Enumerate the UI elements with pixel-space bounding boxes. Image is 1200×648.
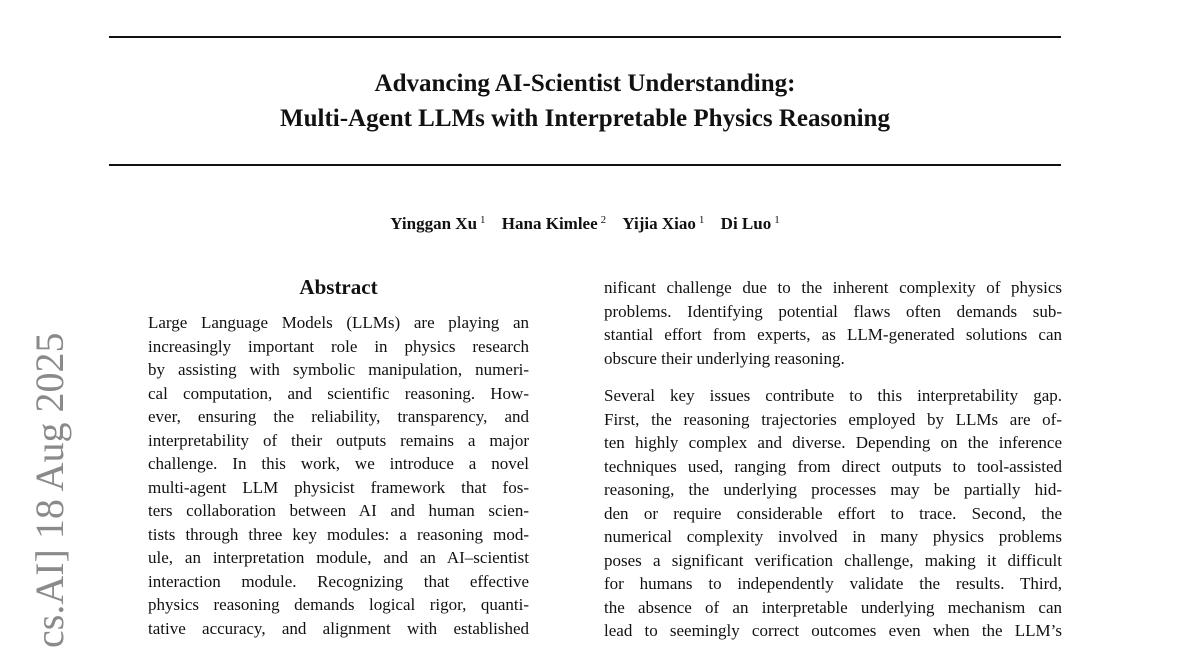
arxiv-side-stamp: cs.AI] 18 Aug 2025 xyxy=(27,332,72,648)
author-affiliation: 1 xyxy=(774,214,780,226)
abstract-line: interaction module. Recognizing that effective xyxy=(148,571,529,591)
abstract-line: by assisting with symbolic manipulation, numeri- xyxy=(148,360,529,379)
abstract-body xyxy=(148,311,529,640)
abstract-line: Large Language Models (LLMs) are playing an xyxy=(148,313,529,332)
author-1 xyxy=(390,214,485,233)
body-line: problems. Identifying potential flaws often demands sub- xyxy=(604,301,1062,321)
author-2 xyxy=(502,214,606,233)
body-line: the absence of an interpretable underlying mechanism can xyxy=(604,597,1062,617)
body-line: stantial effort from experts, as LLM-generated solutions can xyxy=(604,325,1062,344)
abstract-line: ever, ensuring the reliability, transparency, and xyxy=(148,407,529,426)
title-line-1: Advancing AI-Scientist Understanding: xyxy=(374,70,796,97)
abstract-heading: Abstract xyxy=(299,275,378,299)
body-line: den or require considerable effort to trace. Second, the xyxy=(604,503,1062,523)
abstract-line: tative accuracy, and alignment with established xyxy=(148,618,529,638)
author-affiliation: 1 xyxy=(698,214,705,226)
title-top-rule xyxy=(109,36,1061,38)
author-name: Yinggan Xu xyxy=(390,214,478,233)
author-list xyxy=(109,208,1061,236)
paper-title xyxy=(109,66,1061,136)
body-line: Several key issues contribute to this interpretability gap. xyxy=(604,386,1062,405)
body-line: poses a significant verification challenge, making it difficult xyxy=(604,550,1062,570)
title-bottom-rule xyxy=(109,164,1061,166)
right-column-body xyxy=(604,276,1062,643)
author-affiliation: 2 xyxy=(600,214,607,226)
author-name: Yijia Xiao xyxy=(622,214,696,233)
right-paragraph-1 xyxy=(604,276,1062,370)
body-line: lead to seemingly correct outcomes even when the LLM’s xyxy=(604,621,1062,640)
body-line: for humans to independently validate the results. Third, xyxy=(604,574,1062,593)
abstract-line: physics reasoning demands logical rigor, quanti- xyxy=(148,595,529,614)
author-name: Hana Kimlee xyxy=(501,214,598,233)
author-affiliation: 1 xyxy=(480,214,486,226)
body-line: nificant challenge due to the inherent complexity of physics xyxy=(604,278,1062,297)
body-line: ten highly complex and diverse. Depending on the inference xyxy=(604,433,1062,452)
author-4 xyxy=(721,214,780,233)
abstract-line: increasingly important role in physics research xyxy=(148,336,529,356)
body-line: numerical complexity involved in many physics problems xyxy=(604,527,1062,546)
right-paragraph-2 xyxy=(604,384,1062,643)
abstract-line: tists through three key modules: a reasoning mod- xyxy=(148,524,529,544)
abstract-line: ters collaboration between AI and human scien- xyxy=(148,501,529,520)
paragraph-gap xyxy=(604,370,1062,384)
body-line: obscure their underlying reasoning. xyxy=(604,348,845,368)
abstract-line: interpretability of their outputs remains a major xyxy=(148,430,529,450)
title-line-2: Multi-Agent LLMs with Interpretable Physics Reasoning xyxy=(280,105,890,132)
abstract-line: challenge. In this work, we introduce a novel xyxy=(148,454,529,473)
abstract-line: ule, an interpretation module, and an AI–scientist xyxy=(148,548,529,567)
body-line: First, the reasoning trajectories employed by LLMs are of- xyxy=(604,409,1062,429)
abstract-line: multi-agent LLM physicist framework that fos- xyxy=(148,477,529,497)
body-line: reasoning, the underlying processes may be partially hid- xyxy=(604,480,1062,499)
author-3 xyxy=(622,214,704,233)
author-name: Di Luo xyxy=(720,214,772,233)
body-line: techniques used, ranging from direct outputs to tool-assisted xyxy=(604,456,1062,476)
abstract-line: cal computation, and scientific reasoning. How- xyxy=(148,383,529,403)
